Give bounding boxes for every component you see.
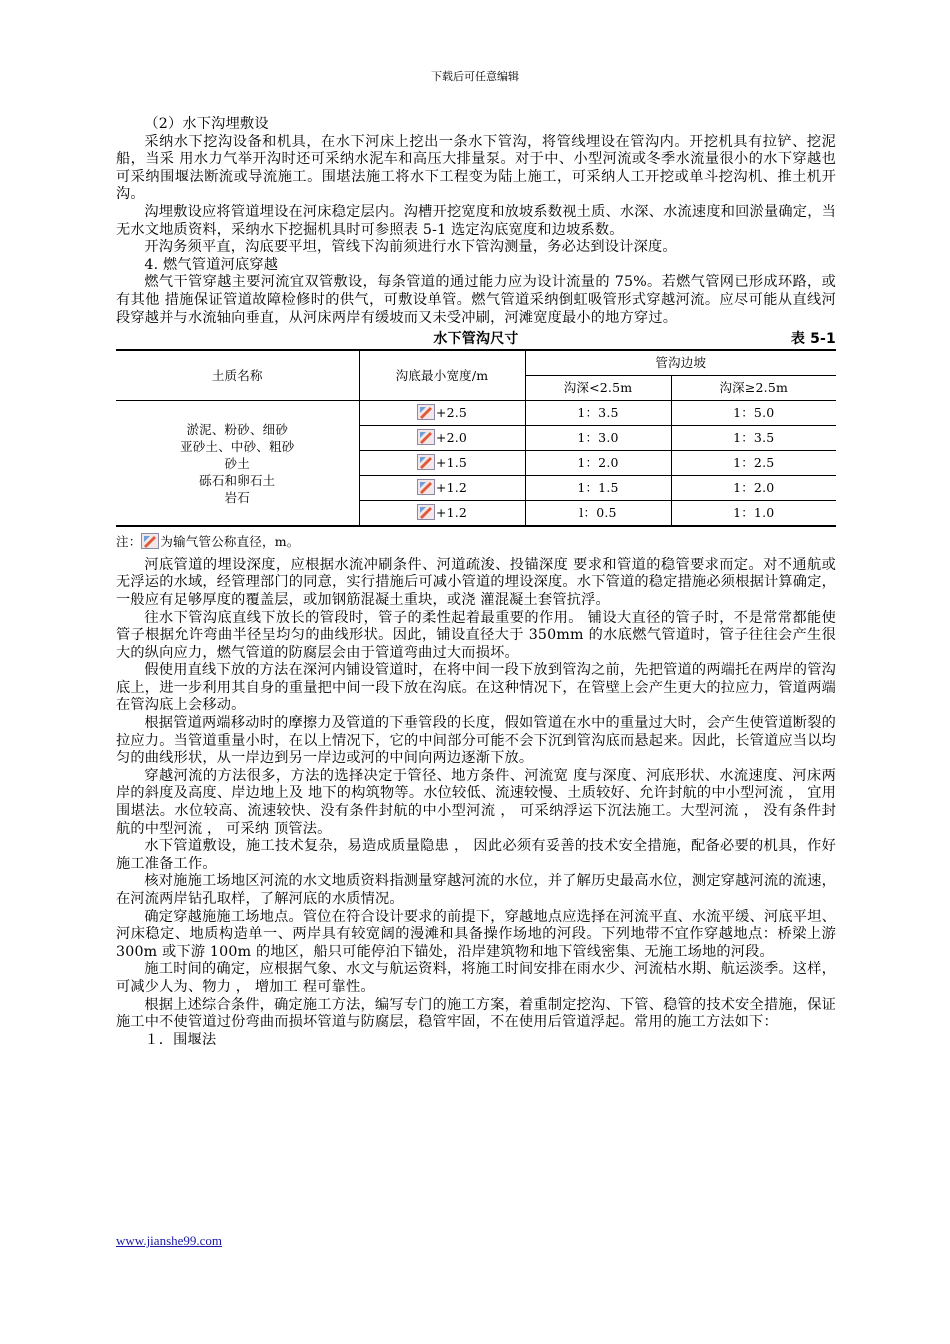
width-value: +2.5 <box>435 405 468 421</box>
main-content <box>116 116 836 1049</box>
note-prefix: 注： <box>116 534 142 550</box>
width-cell <box>359 401 525 426</box>
paragraph: 开沟务须平直，沟底要平坦，管线下沟前须进行水下管沟测量，务必达到设计深度。 <box>144 239 677 256</box>
soil-name: 砂土 <box>224 455 250 471</box>
paragraph: 水下管道敷设，施工技术复杂，易造成质量隐患 ， 因此必须有妥善的技术安全措施，配备必要的机具，作好施工准备工作。 <box>116 838 836 872</box>
pipe-diameter-icon <box>417 404 435 420</box>
width-value: +2.0 <box>435 430 468 446</box>
note-text: 为输气管公称直径，m。 <box>160 534 300 550</box>
pipe-diameter-icon <box>417 504 435 520</box>
width-value: +1.5 <box>435 455 468 471</box>
slope-lt-cell: l：0.5 <box>525 501 671 527</box>
soil-name: 亚砂土、中砂、粗砂 <box>180 438 295 454</box>
width-value: +1.2 <box>435 505 468 521</box>
table-title: 水下管沟尺寸 <box>433 331 519 348</box>
paragraph: 燃气干管穿越主要河流宜双管敷设，每条管道的通过能力应为设计流量的 75%。若燃气管网已形成环路，或有其他 措施保证管道故障检修时的供气，可敷设单管。燃气管道采纳倒虹吸管形式穿越河流。应尽可能从直线河段穿越并与水流轴向垂直，从河床两岸有缓坡而又未受冲刷，河滩宽度最小的地方穿过。 <box>116 274 836 326</box>
pipe-diameter-icon <box>141 533 159 549</box>
paragraph: 沟埋敷设应将管道埋设在河床稳定层内。沟槽开挖宽度和放坡系数视土质、水深、水流速度和回淤量确定，当无水文地质资料，采纳水下挖掘机具时可参照表 5-1 选定沟底宽度和边坡系数。 <box>116 203 836 238</box>
slope-ge-cell: 1：5.0 <box>671 401 836 426</box>
slope-ge-cell: 1：3.5 <box>671 426 836 451</box>
paragraph: 假使用直线下放的方法在深河内铺设管道时，在将中间一段下放到管沟之前，先把管道的两端托在两岸的管沟底上，进一步利用其自身的重量把中间一段下放在沟底。在这种情况下，在管壁上会产生更大的拉应力，管道两端在管沟底上会移动。 <box>116 662 836 714</box>
width-cell <box>359 451 525 476</box>
soil-names-cell <box>116 401 359 527</box>
pipe-diameter-icon <box>417 479 435 495</box>
trench-size-table <box>116 349 836 527</box>
header-depth-ge: 沟深≥2.5m <box>671 376 836 401</box>
paragraph: 确定穿越施施工场地点。管位在符合设计要求的前提下，穿越地点应选择在河流平直、水流平缓、河底平坦、河床稳定、地质构造单一、两岸具有较宽阔的漫滩和具备操作场地的河段。下列地带不宜作穿越地点：桥梁上游 300m 或下游 100m 的地区，船只可能停泊下锚处，沿岸建筑物和地下管线密集、无施工场地的河段。 <box>116 908 836 960</box>
table-caption <box>116 329 836 349</box>
width-cell <box>359 476 525 501</box>
paragraph: 河底管道的埋设深度，应根据水流冲刷条件、河道疏浚、投锚深度 要求和管道的稳管要求而定。对不通航或无浮运的水域，经管理部门的同意，实行措施后可减小管道的埋设深度。水下管道的稳定措施必须根据计算确定，一般应有足够厚度的覆盖层，或加钢筋混凝土重块，或浇 灌混凝土套管抗浮。 <box>116 556 836 608</box>
paragraph: 根据管道两端移动时的摩擦力及管道的下垂管段的长度，假如管道在水中的重量过大时，会产生使管道断裂的拉应力。当管道重量小时，在以上情况下，它的中间部分可能不会下沉到管沟底而悬起来。因此，长管道应当以均匀的曲线形状，从一岸边到另一岸边或河的中间向两边逐渐下放。 <box>116 715 836 767</box>
paragraph: 往水下管沟底直线下放长的管段时，管子的柔性起着最重要的作用。 铺设大直径的管子时，不是常常都能使管子根据允许弯曲半径呈均匀的曲线形状。因此，铺设直径大于 350mm 的水底燃气管道时，管子往往会产生很大的纵向应力，燃气管道的防腐层会由于管道弯曲过大而损坏。 <box>116 609 836 661</box>
soil-name: 淤泥、粉砂、细砂 <box>186 421 289 437</box>
header-min-width: 沟底最小宽度/m <box>359 350 525 401</box>
width-cell <box>359 426 525 451</box>
width-value: +1.2 <box>435 480 468 496</box>
page-header: 下载后可任意编辑 <box>431 70 519 83</box>
header-slope: 管沟边坡 <box>525 350 836 376</box>
table-number: 表 5-1 <box>790 331 836 348</box>
paragraph: 穿越河流的方法很多，方法的选择决定于管径、地方条件、河流宽 度与深度、河底形状、水流速度、河床两岸的斜度及高度、岸边地上及 地下的构筑物等。水位较低、流速较慢、土质较好、允许封航的中小型河流 ， 宜用围堪法。水位较高、流速较快、没有条件封航的中小型河流 ， 可采纳浮运下沉法施工。大型河流 ， 没有条件封航的中型河流 ， 可采纳 顶管法。 <box>116 767 836 837</box>
section-heading-underwater-trench: （2）水下沟埋敷设 <box>144 116 269 132</box>
subsection-heading-cofferdam: １．围堰法 <box>144 1031 217 1048</box>
soil-name: 岩石 <box>224 489 250 505</box>
slope-ge-cell: 1：1.0 <box>671 501 836 527</box>
slope-lt-cell: 1：2.0 <box>525 451 671 476</box>
paragraph: 根据上述综合条件，确定施工方法，编写专门的施工方案，着重制定挖沟、下管、稳管的技术安全措施，保证施工中不使管道过份弯曲而损坏管道与防腐层，稳管牢固，不在使用后管道浮起。常用的施工方法如下： <box>116 996 836 1031</box>
paragraph: 采纳水下挖沟设备和机具，在水下河床上挖出一条水下管沟，将管线埋设在管沟内。开挖机具有拉铲、挖泥船，当采 用水力气举开沟时还可采纳水泥车和高压大排量泵。对于中、小型河流或冬季水流量很小的水下穿越也可采纳围堰法断流或导流施工。围堪法施工将水下工程变为陆上施工，可采纳人工开挖或单斗挖沟机、推土机开沟。 <box>116 133 836 203</box>
slope-ge-cell: 1：2.0 <box>671 476 836 501</box>
footer-website-link[interactable]: www.jianshe99.com <box>116 1233 223 1248</box>
slope-lt-cell: 1：1.5 <box>525 476 671 501</box>
pipe-diameter-icon <box>417 429 435 445</box>
header-soil: 土质名称 <box>116 350 359 401</box>
table-note <box>116 533 836 551</box>
width-cell <box>359 501 525 527</box>
paragraph: 核对施施工场地区河流的水文地质资料指测量穿越河流的水位，并了解历史最高水位，测定穿越河流的流速，在河流两岸钻孔取样，了解河底的水质情况。 <box>116 873 836 907</box>
pipe-diameter-icon <box>417 454 435 470</box>
slope-ge-cell: 1：2.5 <box>671 451 836 476</box>
slope-lt-cell: 1：3.5 <box>525 401 671 426</box>
paragraph: 施工时间的确定，应根据气象、水文与航运资料，将施工时间安排在雨水少、河流枯水期、航运淡季。这样，可减少人为、物力 ， 增加工 程可靠性。 <box>116 961 836 995</box>
section-heading-river-crossing: 4. 燃气管道河底穿越 <box>144 256 279 273</box>
soil-name: 砾石和卵石土 <box>199 472 276 488</box>
slope-lt-cell: 1：3.0 <box>525 426 671 451</box>
header-depth-lt: 沟深<2.5m <box>525 376 671 401</box>
